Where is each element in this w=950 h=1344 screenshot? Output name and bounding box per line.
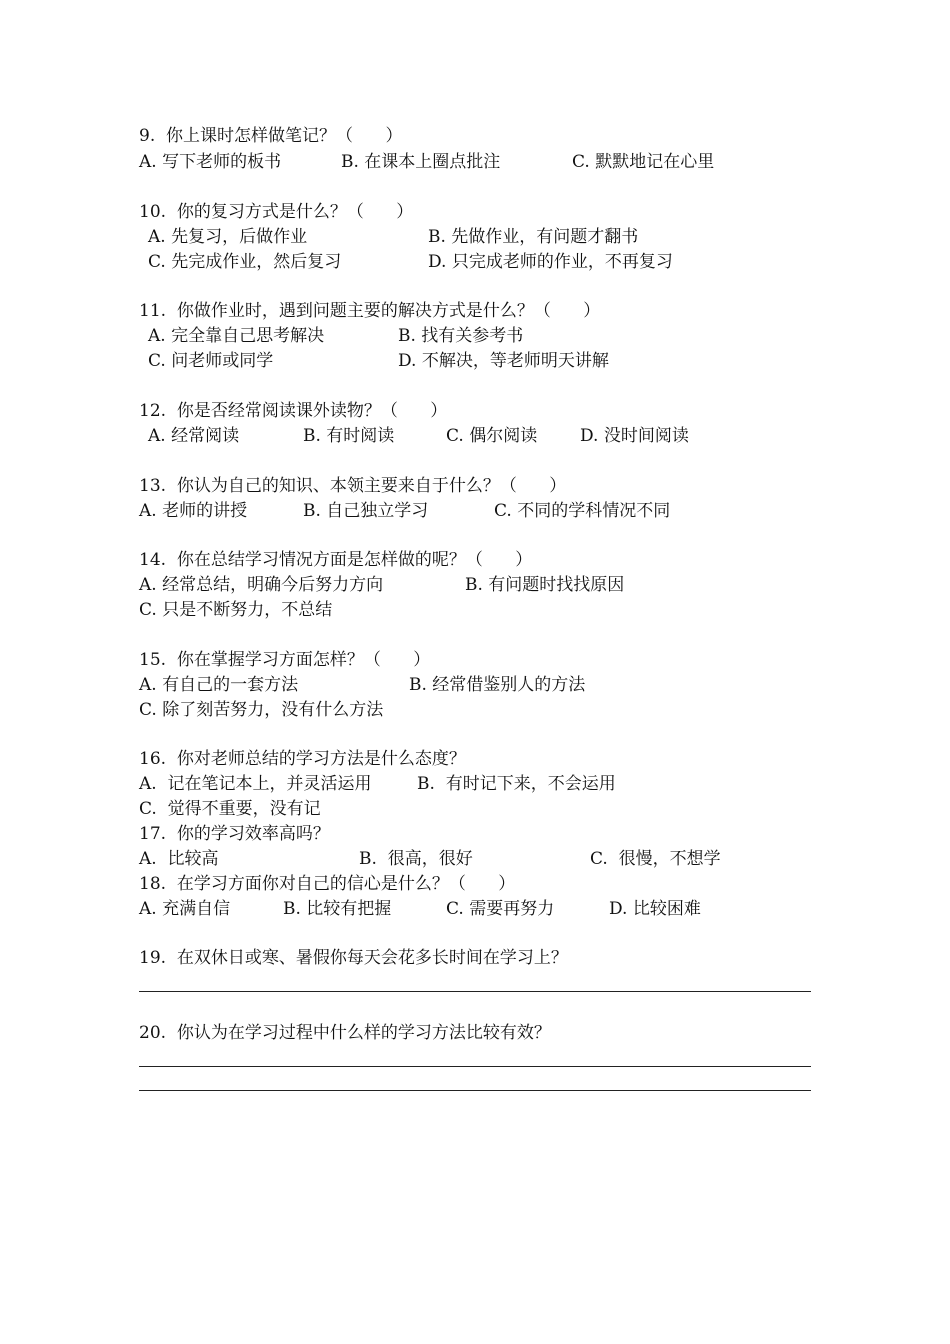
q12-option-c: C. 偶尔阅读	[446, 426, 538, 446]
question-11: 11. 你做作业时，遇到问题主要的解决方式是什么？（ ）	[139, 301, 601, 321]
q17-option-c: C. 很慢，不想学	[590, 849, 721, 869]
q13-option-a: A. 老师的讲授	[139, 501, 248, 521]
q16-option-b: B. 有时记下来，不会运用	[417, 774, 616, 794]
q11-option-b: B. 找有关参考书	[398, 326, 524, 346]
q12-option-d: D. 没时间阅读	[580, 426, 689, 446]
q11-option-d: D. 不解决，等老师明天讲解	[398, 351, 609, 371]
q13-option-b: B. 自己独立学习	[303, 501, 429, 521]
q11-option-c: C. 问老师或同学	[148, 351, 274, 371]
q9-option-c: C. 默默地记在心里	[572, 152, 715, 172]
q18-option-a: A. 充满自信	[139, 899, 231, 919]
question-12: 12. 你是否经常阅读课外读物？（ ）	[139, 401, 448, 421]
answer-line-19[interactable]	[139, 991, 811, 992]
q9-option-a: A. 写下老师的板书	[139, 152, 282, 172]
q12-option-b: B. 有时阅读	[303, 426, 395, 446]
question-13: 13. 你认为自己的知识、本领主要来自于什么？（ ）	[139, 476, 567, 496]
q12-option-a: A. 经常阅读	[148, 426, 240, 446]
question-18: 18. 在学习方面你对自己的信心是什么？（ ）	[139, 874, 516, 894]
q15-option-a: A. 有自己的一套方法	[139, 675, 299, 695]
q14-option-c: C. 只是不断努力，不总结	[139, 600, 333, 620]
question-14: 14. 你在总结学习情况方面是怎样做的呢？（ ）	[139, 550, 533, 570]
q14-option-a: A. 经常总结，明确今后努力方向	[139, 575, 384, 595]
q10-option-d: D. 只完成老师的作业，不再复习	[428, 252, 673, 272]
question-17: 17. 你的学习效率高吗？	[139, 824, 330, 844]
answer-line-20-1[interactable]	[139, 1066, 811, 1067]
q13-option-c: C. 不同的学科情况不同	[494, 501, 671, 521]
q17-option-a: A. 比较高	[139, 849, 219, 869]
question-10: 10. 你的复习方式是什么？（ ）	[139, 202, 414, 222]
q17-option-b: B. 很高，很好	[359, 849, 473, 869]
question-9: 9. 你上课时怎样做笔记？（ ）	[139, 126, 403, 146]
q9-option-b: B. 在课本上圈点批注	[341, 152, 501, 172]
question-16: 16. 你对老师总结的学习方法是什么态度？	[139, 749, 466, 769]
question-15: 15. 你在掌握学习方面怎样？（ ）	[139, 650, 431, 670]
q15-option-c: C. 除了刻苦努力，没有什么方法	[139, 700, 384, 720]
q10-option-a: A. 先复习，后做作业	[148, 227, 308, 247]
q10-option-c: C. 先完成作业，然后复习	[148, 252, 342, 272]
q10-option-b: B. 先做作业，有问题才翻书	[428, 227, 639, 247]
answer-line-20-2[interactable]	[139, 1090, 811, 1091]
q18-option-d: D. 比较困难	[609, 899, 701, 919]
q18-option-b: B. 比较有把握	[283, 899, 392, 919]
q14-option-b: B. 有问题时找找原因	[465, 575, 625, 595]
question-19: 19. 在双休日或寒、暑假你每天会花多长时间在学习上？	[139, 948, 568, 968]
question-20: 20. 你认为在学习过程中什么样的学习方法比较有效？	[139, 1023, 551, 1043]
q15-option-b: B. 经常借鉴别人的方法	[409, 675, 586, 695]
q16-option-c: C. 觉得不重要，没有记	[139, 799, 321, 819]
q18-option-c: C. 需要再努力	[446, 899, 555, 919]
q16-option-a: A. 记在笔记本上，并灵活运用	[139, 774, 372, 794]
q11-option-a: A. 完全靠自己思考解决	[148, 326, 325, 346]
